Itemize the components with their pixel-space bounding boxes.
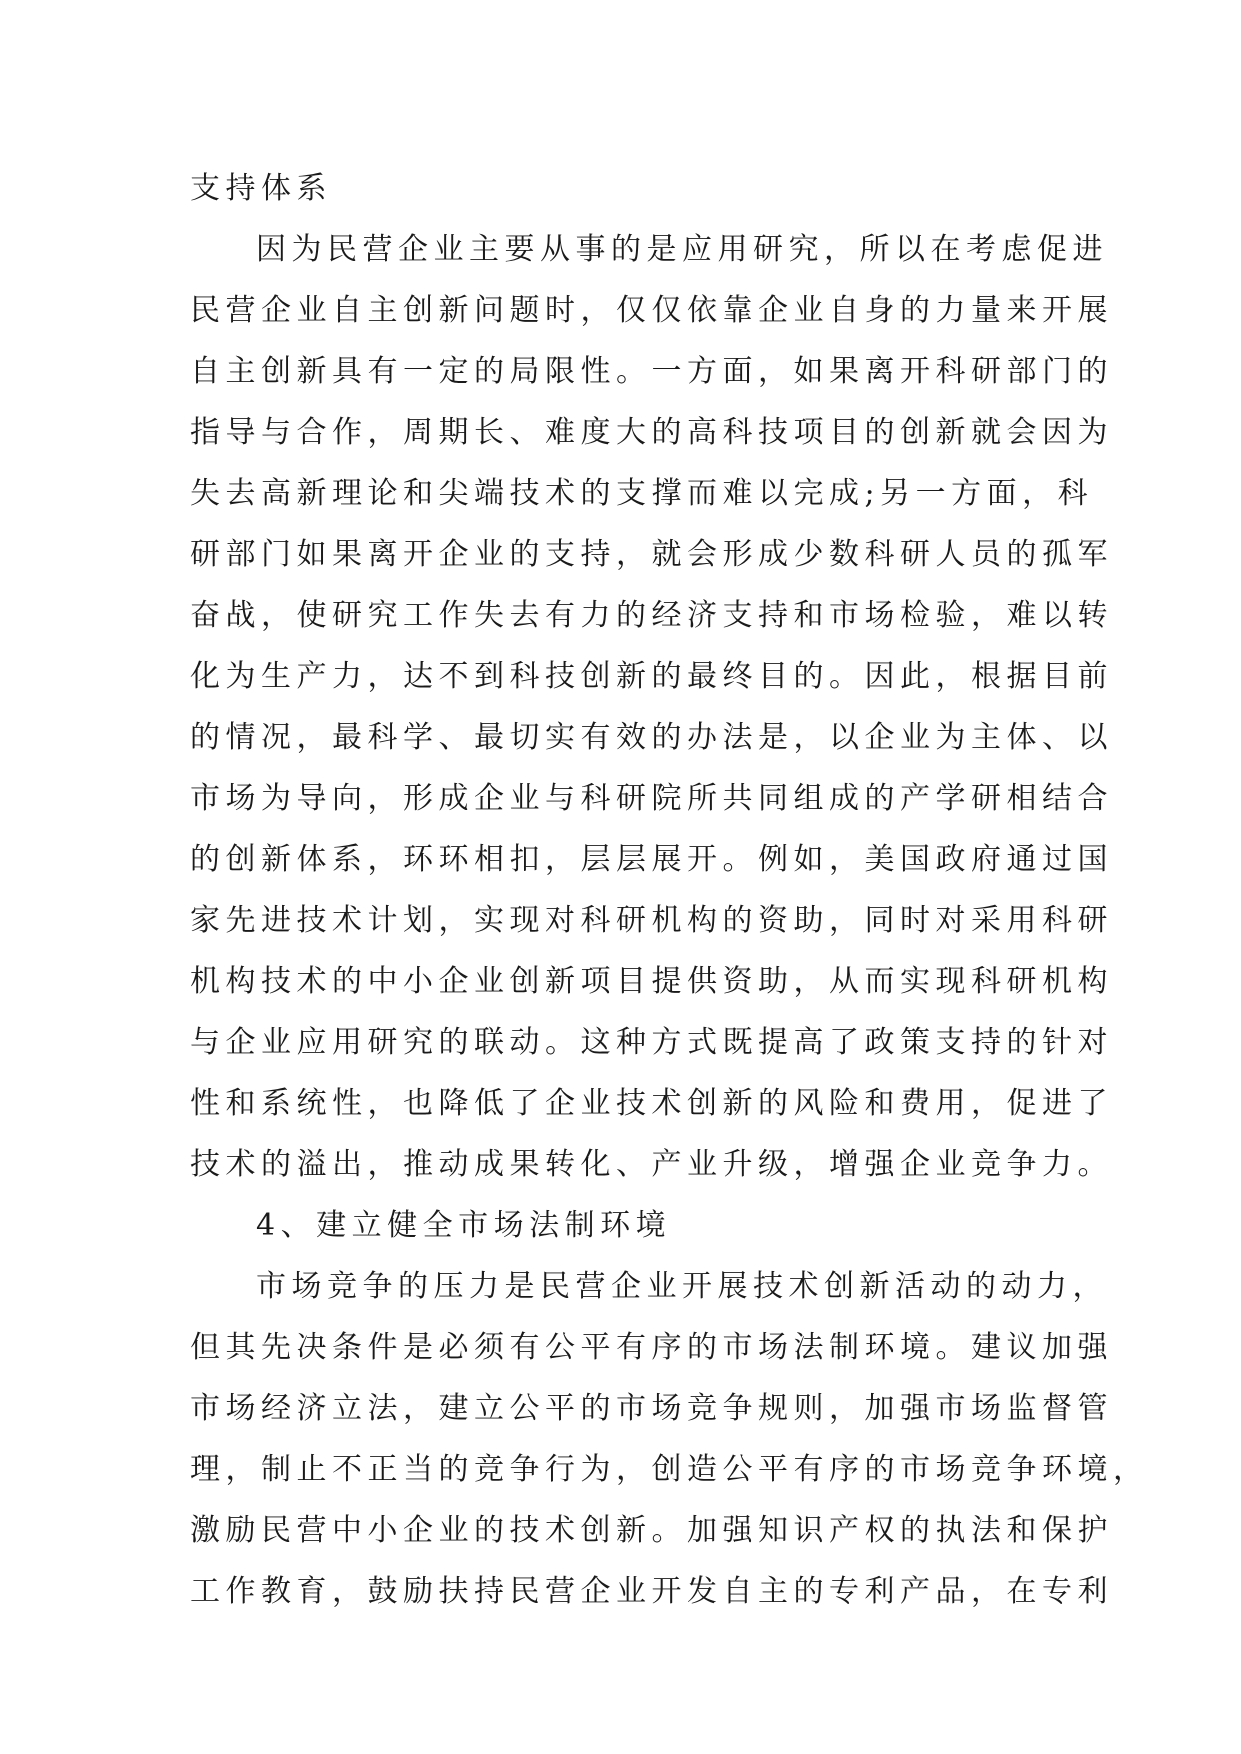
text-line: 支持体系	[190, 171, 332, 206]
text-line: 理，制止不正当的竞争行为，创造公平有序的市场竞争环境，	[190, 1452, 1149, 1487]
text-line: 自主创新具有一定的局限性。一方面，如果离开科研部门的	[190, 354, 1113, 389]
text-line: 激励民营中小企业的技术创新。加强知识产权的执法和保护	[190, 1513, 1113, 1548]
text-line: 失去高新理论和尖端技术的支撑而难以完成;另一方面，科	[190, 476, 1094, 511]
document-body	[190, 158, 1149, 1622]
text-line: 研部门如果离开企业的支持，就会形成少数科研人员的孤军	[190, 537, 1113, 572]
text-line: 机构技术的中小企业创新项目提供资助，从而实现科研机构	[190, 964, 1113, 999]
paragraph-start-line: 因为民营企业主要从事的是应用研究，所以在考虑促进	[256, 232, 1108, 267]
text-line: 化为生产力，达不到科技创新的最终目的。因此，根据目前	[190, 659, 1113, 694]
text-line: 性和系统性，也降低了企业技术创新的风险和费用，促进了	[190, 1086, 1113, 1121]
text-line: 市场为导向，形成企业与科研院所共同组成的产学研相结合	[190, 781, 1113, 816]
text-line: 的情况，最科学、最切实有效的办法是，以企业为主体、以	[190, 720, 1113, 755]
text-line: 奋战，使研究工作失去有力的经济支持和市场检验，难以转	[190, 598, 1113, 633]
paragraph-start-line: 市场竞争的压力是民营企业开展技术创新活动的动力，	[256, 1269, 1108, 1304]
text-line: 的创新体系，环环相扣，层层展开。例如，美国政府通过国	[190, 842, 1113, 877]
text-line: 指导与合作，周期长、难度大的高科技项目的创新就会因为	[190, 415, 1113, 450]
text-line: 技术的溢出，推动成果转化、产业升级，增强企业竞争力。	[190, 1147, 1113, 1182]
text-line: 市场经济立法，建立公平的市场竞争规则，加强市场监督管	[190, 1391, 1113, 1426]
text-line: 但其先决条件是必须有公平有序的市场法制环境。建议加强	[190, 1330, 1113, 1365]
section-heading: 4、建立健全市场法制环境	[256, 1208, 672, 1243]
text-line: 家先进技术计划，实现对科研机构的资助，同时对采用科研	[190, 903, 1113, 938]
text-line: 与企业应用研究的联动。这种方式既提高了政策支持的针对	[190, 1025, 1113, 1060]
text-line: 工作教育，鼓励扶持民营企业开发自主的专利产品，在专利	[190, 1574, 1113, 1609]
text-line: 民营企业自主创新问题时，仅仅依靠企业自身的力量来开展	[190, 293, 1113, 328]
